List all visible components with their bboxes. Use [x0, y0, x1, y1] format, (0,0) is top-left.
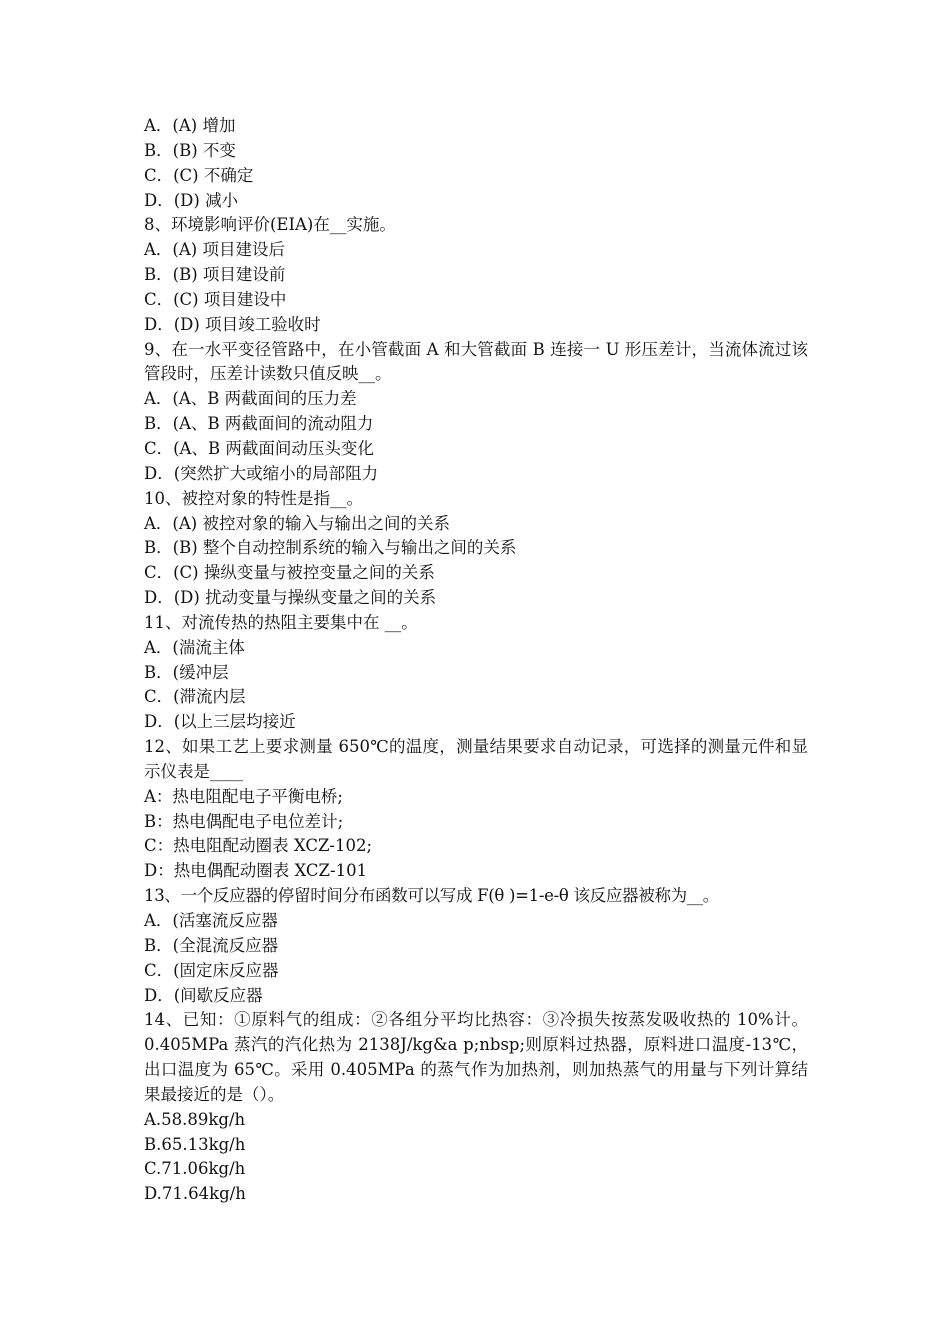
option-b: B.65.13kg/h: [144, 1134, 246, 1154]
question-14: [144, 1008, 808, 1207]
option-c: C．(C) 操纵变量与被控变量之间的关系: [144, 563, 435, 583]
option-b: B．(B) 项目建设前: [144, 265, 286, 285]
option-a: A．(A) 被控对象的输入与输出之间的关系: [144, 513, 450, 533]
option-d: D．(D) 扰动变量与操纵变量之间的关系: [144, 588, 437, 608]
question-9: [144, 338, 808, 487]
option-a: A：热电阻配电子平衡电桥;: [144, 786, 343, 806]
option-c: C．(C) 不确定: [144, 165, 254, 185]
option-b: B．(B) 不变: [144, 140, 236, 160]
option-b: B．(全混流反应器: [144, 935, 279, 955]
option-c: C.71.06kg/h: [144, 1159, 246, 1179]
option-a: A．(湍流主体: [144, 637, 245, 657]
question-stem: 10、被控对象的特性是指__。: [144, 488, 363, 508]
option-c: C．(滞流内层: [144, 687, 246, 707]
question-stem: 14、已知：①原料气的组成：②各组分平均比热容：③冷损失按蒸发吸收热的 10%计。0.405MPa 蒸汽的汽化热为 2138J/kg&a p;nbsp;则原料过热器，原料进口温度-13℃，出口温度为 65℃。采用 0.405MPa 的蒸气作为加热剂，则加热蒸气的用量与下列计算结果最接近的是（）。: [144, 1010, 808, 1104]
option-d: D.71.64kg/h: [144, 1184, 246, 1204]
option-d: D．(以上三层均接近: [144, 712, 296, 732]
option-a: A．(活塞流反应器: [144, 911, 278, 930]
question-stem: 9、在一水平变径管路中，在小管截面 A 和大管截面 B 连接一 U 形压差计，当流体流过该管段时，压差计读数只值反映__。: [144, 339, 808, 384]
option-d: D．(间歇反应器: [144, 985, 263, 1005]
option-c: C：热电阻配动圈表 XCZ-102;: [144, 836, 373, 856]
option-b: B：热电偶配电子电位差计;: [144, 811, 344, 831]
question-stem: 11、对流传热的热阻主要集中在 __。: [144, 612, 418, 632]
question-11: [144, 611, 808, 735]
option-a: A.58.89kg/h: [144, 1109, 246, 1129]
option-d: D．(D) 项目竣工验收时: [144, 314, 321, 334]
question-stem: 8、环境影响评价(EIA)在__实施。: [144, 215, 396, 235]
option-b: B．(B) 整个自动控制系统的输入与输出之间的关系: [144, 538, 517, 558]
option-d: D．(突然扩大或缩小的局部阻力: [144, 463, 379, 483]
option-a: A．(A) 项目建设后: [144, 240, 285, 260]
option-d: D．(D) 减小: [144, 190, 239, 210]
option-b: B．(缓冲层: [144, 662, 229, 682]
question-8: [144, 213, 808, 337]
option-b: B．(A、B 两截面间的流动阻力: [144, 414, 374, 434]
question-10: [144, 487, 808, 611]
option-a: A．(A) 增加: [144, 116, 236, 135]
option-c: C．(C) 项目建设中: [144, 289, 287, 309]
option-c: C．(A、B 两截面间动压头变化: [144, 438, 374, 458]
option-a: A．(A、B 两截面间的压力差: [144, 389, 357, 409]
question-stem: 12、如果工艺上要求测量 650℃的温度，测量结果要求自动记录，可选择的测量元件和显示仪表是____: [144, 737, 808, 781]
question-13: [144, 884, 808, 1008]
option-c: C．(固定床反应器: [144, 960, 279, 980]
option-d: D：热电偶配动圈表 XCZ-101: [144, 861, 368, 881]
question-7-options: [144, 114, 808, 213]
document-page: [144, 114, 808, 1207]
question-12: [144, 735, 808, 884]
question-stem: 13、一个反应器的停留时间分布函数可以写成 F(θ )=1-e-θ 该反应器被称为__。: [144, 886, 719, 906]
